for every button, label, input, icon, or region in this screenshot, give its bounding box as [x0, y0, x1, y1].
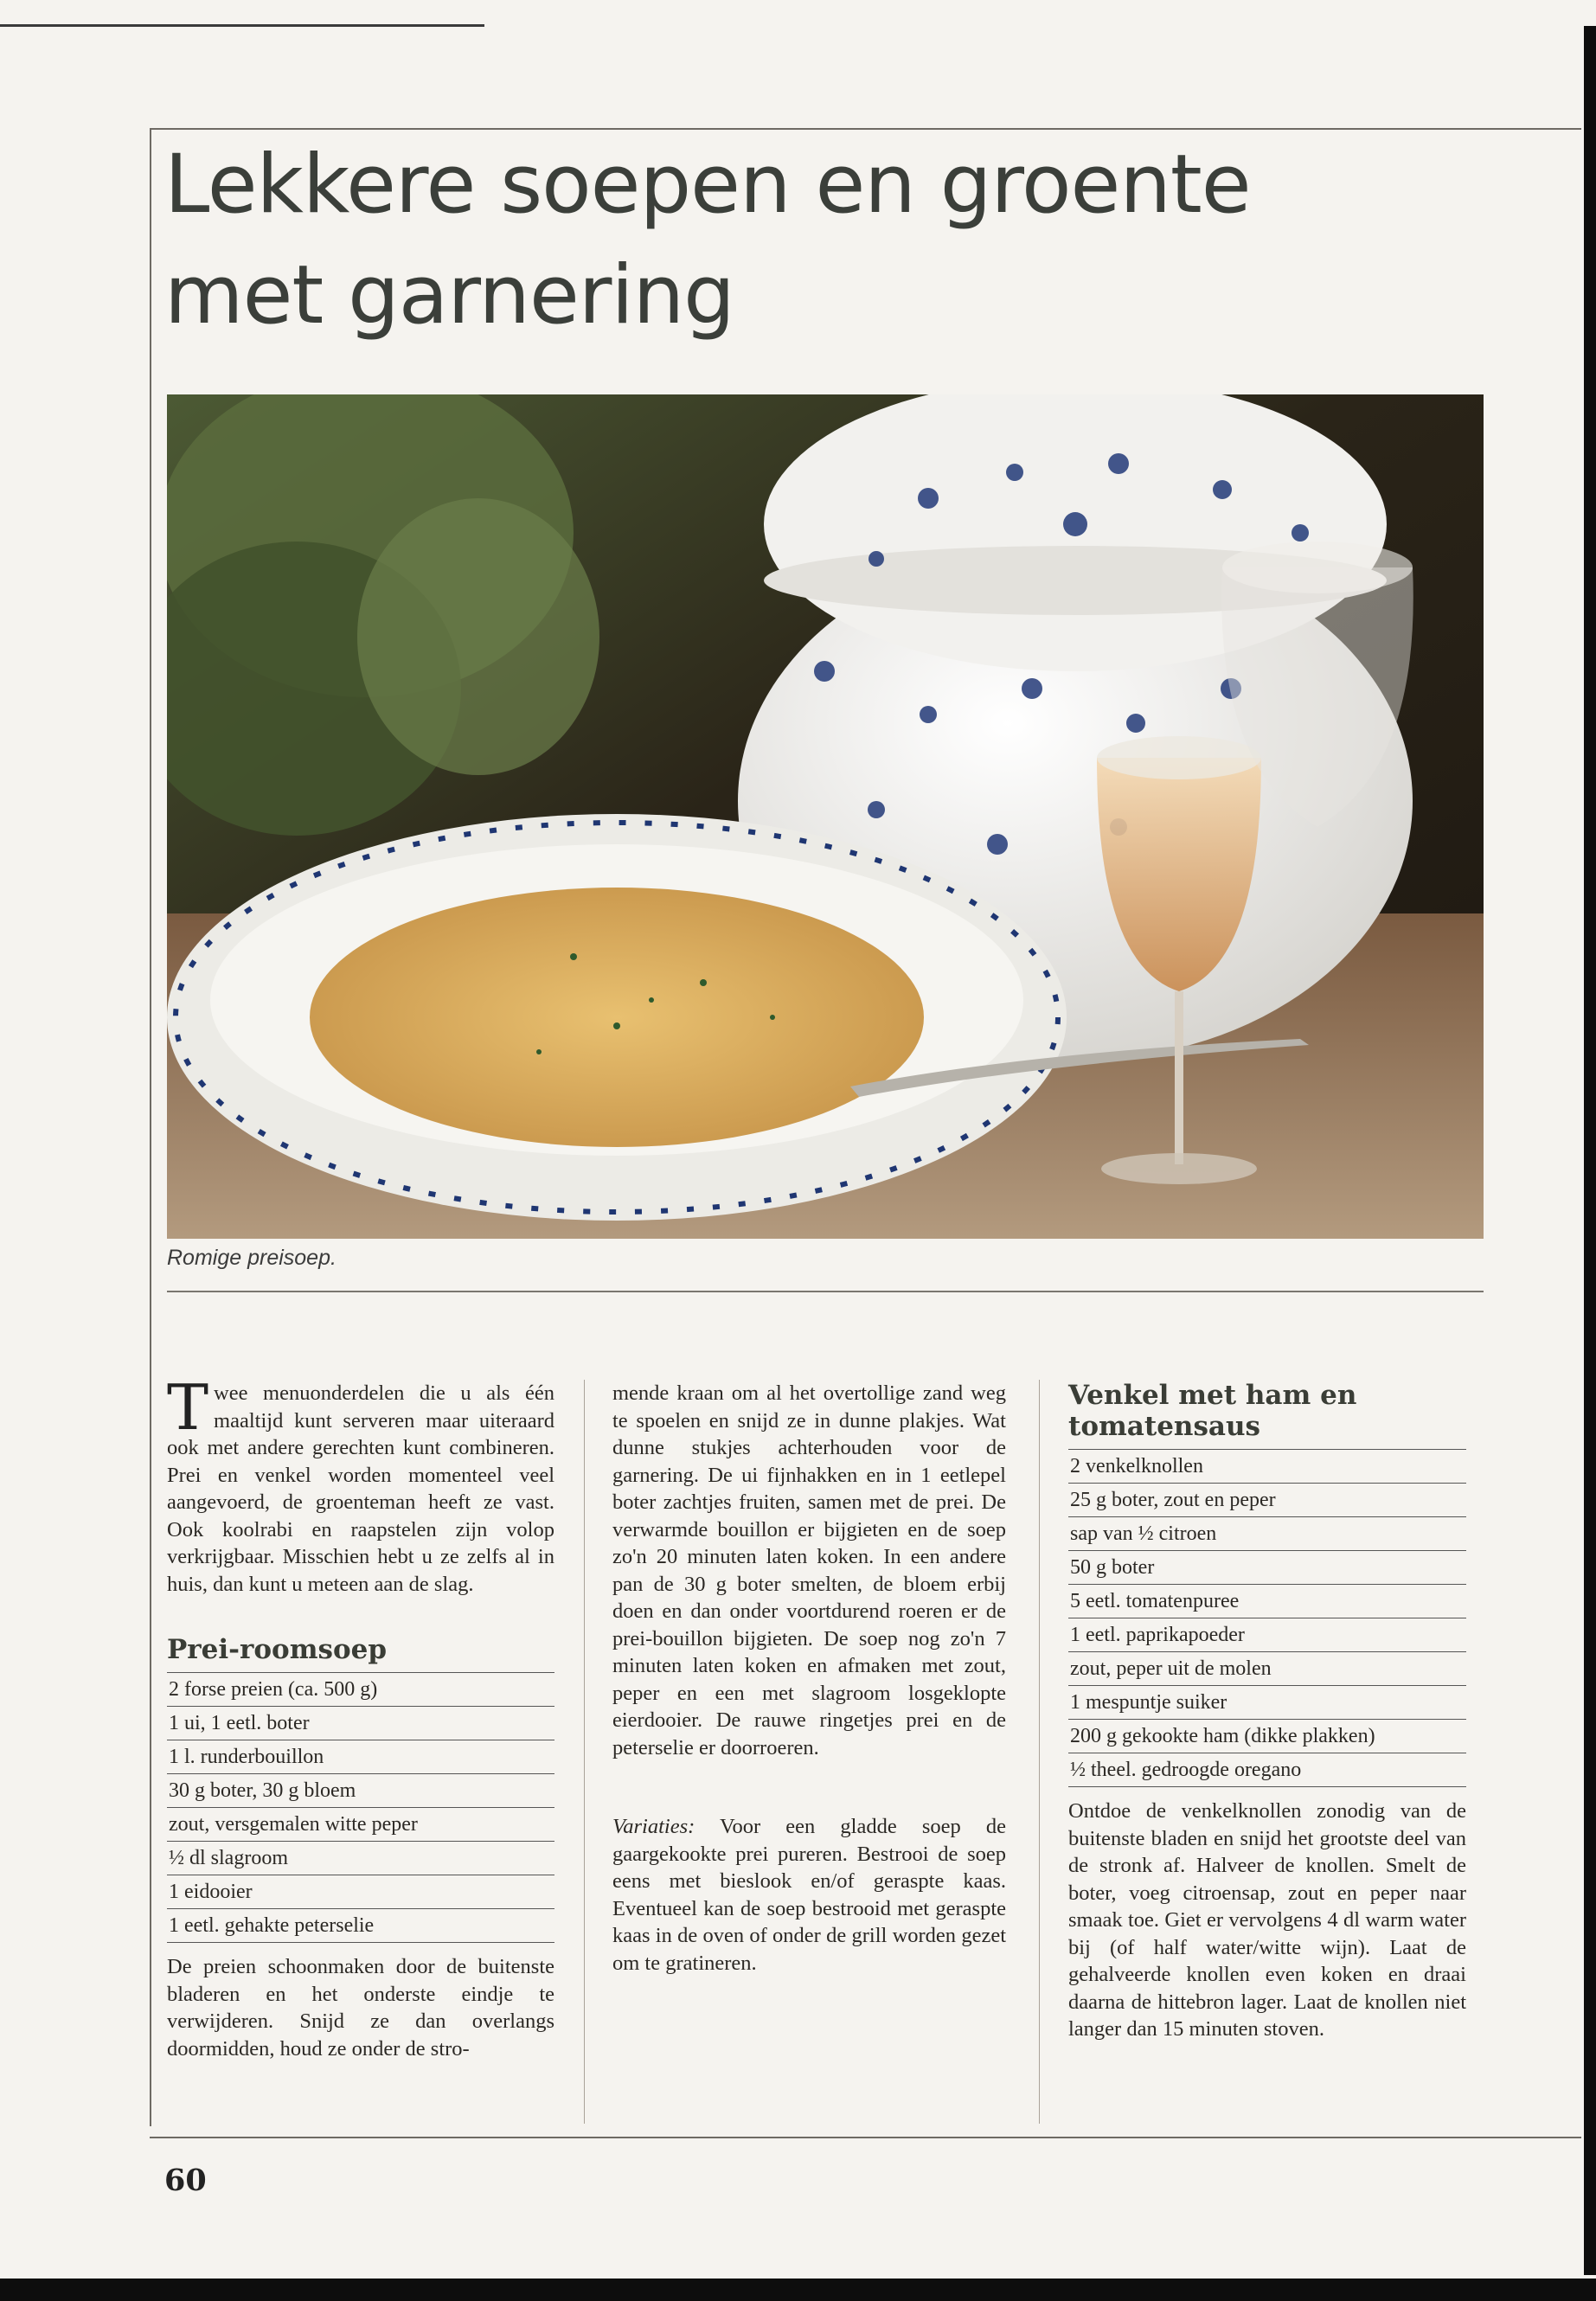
ingredient-item: zout, versgemalen witte peper	[167, 1808, 554, 1842]
ingredient-item: 1 eetl. gehakte peterselie	[167, 1909, 554, 1943]
ingredient-item: 2 venkelknollen	[1068, 1450, 1466, 1484]
page-title	[164, 130, 1251, 351]
ingredient-item: 1 l. runderbouillon	[167, 1740, 554, 1774]
column-2	[612, 1380, 1006, 1977]
frame-left-rule	[150, 128, 151, 2126]
recipe2-ingredients	[1068, 1449, 1466, 1787]
recipe2-heading: Venkel met ham en tomatensaus	[1068, 1380, 1357, 1442]
intro-text: wee menuonderdelen die u als één maaltijd kunt serveren maar uiteraard ook met andere gerechten kunt combineren. Prei en venkel worden momenteel veel aangevoerd, de groenteman heeft ze vast. Ook koolrabi en raapstelen zijn volop verkrijgbaar. Misschien hebt u ze zelfs al in huis, dan kunt u meteen aan de slag.	[167, 1381, 554, 1596]
recipe1-heading: Prei-roomsoep	[167, 1634, 388, 1665]
soup-photo	[167, 394, 1484, 1239]
drop-cap: T	[167, 1371, 209, 1444]
intro-paragraph	[167, 1371, 554, 1598]
ingredient-item: sap van ½ citroen	[1068, 1517, 1466, 1551]
ingredient-item: ½ theel. gedroogde oregano	[1068, 1753, 1466, 1787]
frame-bottom-rule	[150, 2137, 1581, 2138]
recipe1-method-part2: mende kraan om al het overtollige zand weg te spoelen en snijd ze in dunne plakjes. Wat dunne stukjes achterhouden voor de garnering. De ui fijnhakken en in 1 eetlepel boter zachtjes fruiten, samen met de prei. De verwarmde bouillon er bijgieten en de soep zo'n 20 minuten laten koken. In een andere pan de 30 g boter smelten, de bloem erbij doen en dan onder voortdurend roeren er de prei-bouillon bijgieten. De soep nog zo'n 7 minuten laten koken en afmaken met zout, peper en een met slagroom losgeklopte eierdooier. De rauwe ringetjes prei en de peterselie er doorroeren.	[612, 1381, 1006, 1759]
recipe1-ingredients	[167, 1672, 554, 1943]
ingredient-item: 2 forse preien (ca. 500 g)	[167, 1673, 554, 1707]
variations-label: Variaties:	[612, 1815, 695, 1838]
variations-text: Voor een gladde soep de gaargekookte prei pureren. Bestrooi de soep eens met bieslook en/of geraspte kaas. Eventueel kan de soep bestrooid met geraspte kaas in de oven of onder de grill worden gezet om te gratineren.	[612, 1815, 1006, 1975]
recipe1-variations	[612, 1813, 1006, 1977]
scan-edge-bottom	[0, 2279, 1596, 2301]
ingredient-item: 1 mespuntje suiker	[1068, 1686, 1466, 1720]
page-title-line2: met garnering	[164, 248, 734, 343]
top-rule	[0, 24, 484, 27]
recipe2-method: Ontdoe de venkelknollen zonodig van de buitenste bladen en snijd het grootste deel van de stronk af. Halveer de knollen. Smelt de boter, voeg citroensap, zout en peper naar smaak toe. Giet er vervolgens 4 dl warm water bij (of half water/witte wijn). Laat de gehalveerde knollen even koken en draai daarna de hittebron lager. Laat de knollen niet langer dan 15 minuten stoven.	[1068, 1799, 1466, 2041]
column-separator-1	[584, 1380, 585, 2124]
page-number: 60	[164, 2163, 207, 2198]
caption-rule	[167, 1291, 1484, 1292]
column-1	[167, 1371, 554, 2062]
scan-edge-right	[1584, 26, 1596, 2275]
ingredient-item: 30 g boter, 30 g bloem	[167, 1774, 554, 1808]
ingredient-item: 1 ui, 1 eetl. boter	[167, 1707, 554, 1740]
photo-caption: Romige preisoep.	[167, 1246, 337, 1270]
ingredient-item: 1 eetl. paprikapoeder	[1068, 1618, 1466, 1652]
ingredient-item: 50 g boter	[1068, 1551, 1466, 1585]
column-3	[1068, 1380, 1466, 2043]
recipe1-method-part1: De preien schoonmaken door de buitenste bladeren en het onderste eindje te verwijderen. Snijd ze dan overlangs doormidden, houd ze onder de stro-	[167, 1955, 554, 2061]
ingredient-item: 200 g gekookte ham (dikke plakken)	[1068, 1720, 1466, 1753]
ingredient-item: zout, peper uit de molen	[1068, 1652, 1466, 1686]
ingredient-item: ½ dl slagroom	[167, 1842, 554, 1875]
ingredient-item: 25 g boter, zout en peper	[1068, 1484, 1466, 1517]
column-separator-2	[1039, 1380, 1040, 2124]
ingredient-item: 5 eetl. tomatenpuree	[1068, 1585, 1466, 1618]
ingredient-item: 1 eidooier	[167, 1875, 554, 1909]
page-title-line1: Lekkere soepen en groente	[164, 138, 1251, 232]
